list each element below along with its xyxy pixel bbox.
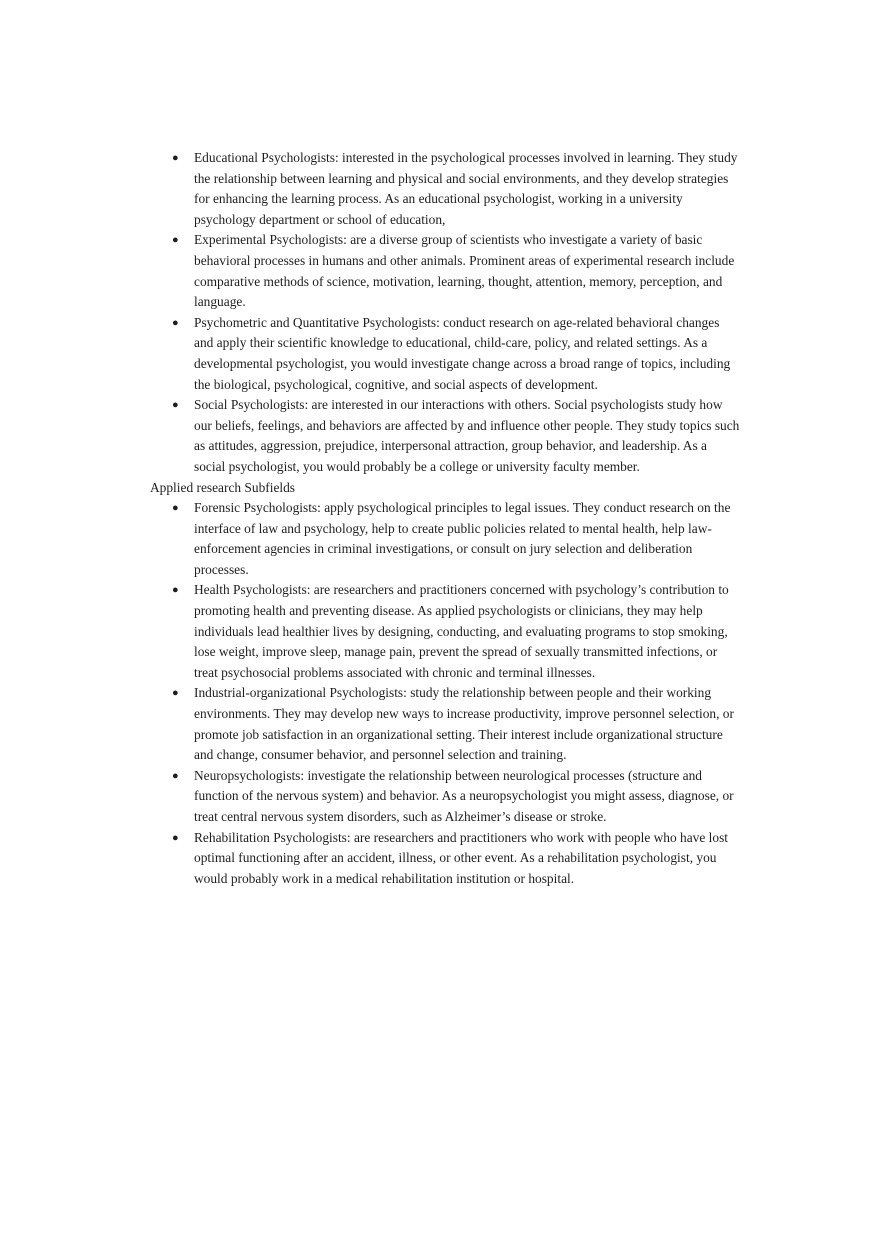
bullet-icon: ● bbox=[172, 769, 179, 782]
bullet-icon: ● bbox=[172, 234, 179, 247]
list-item-text: Neuropsychologists: investigate the relationship between neurological processes (structure and function of the nervous system) and behavior. As a neuropsychologist you might assess, diagnose, or treat central nervous system disorders, such as Alzheimer’s disease or stroke. bbox=[194, 767, 734, 824]
page-content bbox=[150, 148, 740, 889]
list-item bbox=[150, 313, 740, 395]
bullet-icon: ● bbox=[172, 316, 179, 329]
list-item bbox=[150, 683, 740, 765]
list-item-text: Experimental Psychologists: are a diverse group of scientists who investigate a variety of basic behavioral processes in humans and other animals. Prominent areas of experimental research include comparative methods of science, motivation, learning, thought, attention, memory, perception, and language. bbox=[194, 232, 735, 310]
bullet-icon: ● bbox=[172, 399, 179, 412]
bullet-icon: ● bbox=[172, 502, 179, 515]
list-item-text: Social Psychologists: are interested in our interactions with others. Social psychologists study how our beliefs, feelings, and behaviors are affected by and influence other people. They study topics such as attitudes, aggression, prejudice, interpersonal attraction, group behavior, and leadership. As a social psychologist, you would probably be a college or university faculty member. bbox=[194, 397, 740, 474]
list-item bbox=[150, 580, 740, 683]
research-subfields-list bbox=[150, 148, 740, 478]
list-item bbox=[150, 766, 740, 828]
list-item bbox=[150, 395, 740, 477]
applied-research-heading: Applied research Subfields bbox=[150, 479, 296, 495]
list-item-text: Educational Psychologists: interested in the psychological processes involved in learning. They study the relationship between learning and physical and social environments, and they develop strategies for enhancing the learning process. As an educational psychologist, working in a university psychology department or school of education, bbox=[194, 150, 738, 227]
list-item-text: Rehabilitation Psychologists: are researchers and practitioners who work with people who have lost optimal functioning after an accident, illness, or other event. As a rehabilitation psychologist, you would probably work in a medical rehabilitation institution or hospital. bbox=[194, 829, 729, 886]
list-item bbox=[150, 498, 740, 580]
applied-subfields-list bbox=[150, 498, 740, 889]
bullet-icon: ● bbox=[172, 152, 179, 164]
bullet-icon: ● bbox=[172, 831, 179, 844]
list-item-text: Forensic Psychologists: apply psychological principles to legal issues. They conduct research on the interface of law and psychology, help to create public policies related to mental health, help law-enforcement agencies in criminal investigations, or consult on jury selection and deliberation processes. bbox=[194, 500, 731, 577]
list-item bbox=[150, 230, 740, 312]
list-item-text: Psychometric and Quantitative Psychologists: conduct research on age-related behavioral changes and apply their scientific knowledge to educational, child-care, policy, and related settings. As a developmental psychologist, you would investigate change across a broad range of topics, including the biological, psychological, cognitive, and social aspects of development. bbox=[194, 314, 731, 392]
list-item-text: Industrial-organizational Psychologists: study the relationship between people and their working environments. They may develop new ways to increase productivity, improve personnel selection, or promote job satisfaction in an organizational setting. Their interest include organizational structure and change, consumer behavior, and personnel selection and training. bbox=[194, 685, 734, 763]
bullet-icon: ● bbox=[172, 687, 179, 700]
bullet-icon: ● bbox=[172, 584, 179, 597]
list-item bbox=[150, 148, 740, 230]
list-item-text: Health Psychologists: are researchers and practitioners concerned with psychology’s contribution to promoting health and preventing disease. As applied psychologists or clinicians, they may help individuals lead healthier lives by designing, conducting, and evaluating programs to stop smoking, lose weight, improve sleep, manage pain, prevent the spread of sexually transmitted infections, or treat psychosocial problems associated with chronic and terminal illnesses. bbox=[194, 582, 729, 680]
list-item bbox=[150, 828, 740, 890]
